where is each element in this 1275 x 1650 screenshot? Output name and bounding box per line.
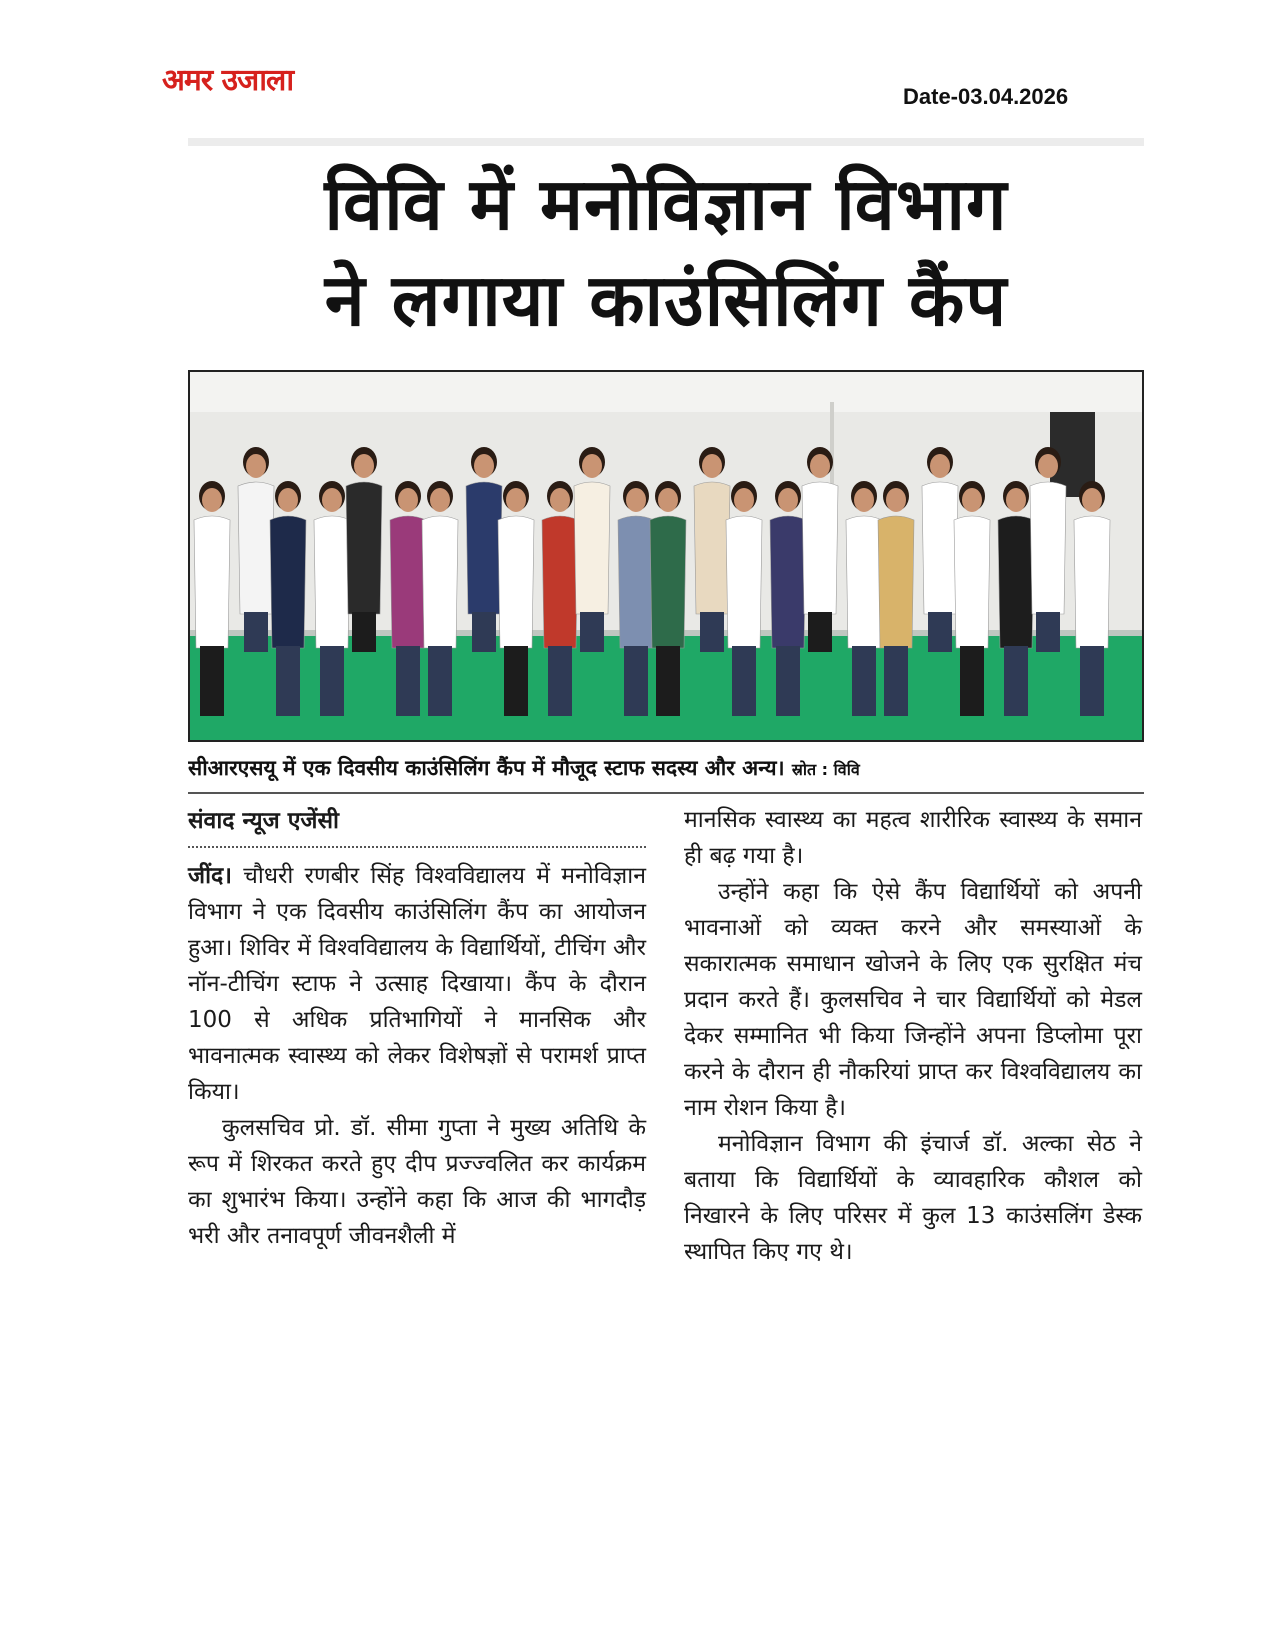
caption-source: स्रोत : विवि <box>791 760 860 779</box>
article-paragraph-1 <box>188 858 646 1110</box>
clipping-date: Date-03.04.2026 <box>903 84 1069 109</box>
article-column-right <box>684 802 1142 1270</box>
headline-line-2: ने लगाया काउंसिलिंग कैंप <box>324 258 1008 342</box>
caption-rule <box>188 792 1144 794</box>
group-photo <box>188 370 1144 742</box>
headline <box>188 156 1144 348</box>
news-clipping <box>188 138 1144 1368</box>
dateline: जींद। <box>188 863 232 889</box>
article-column-left <box>188 802 646 1254</box>
group-photo-illustration <box>190 372 1142 740</box>
article-paragraph-2-continued: मानसिक स्वास्थ्य का महत्व शारीरिक स्वास्थ्य के समान ही बढ़ गया है। <box>684 807 1142 869</box>
byline: संवाद न्यूज एजेंसी <box>188 802 646 848</box>
headline-line-1: विवि में मनोविज्ञान विभाग <box>324 162 1008 246</box>
paragraph-1-text: चौधरी रणबीर सिंह विश्वविद्यालय में मनोविज्ञान विभाग ने एक दिवसीय काउंसिलिंग कैंप का आयोजन हुआ। शिविर में विश्वविद्यालय के विद्यार्थियों, टीचिंग और नॉन-टीचिंग स्टाफ ने उत्साह दिखाया। कैंप के दौरान 100 से अधिक प्रतिभागियों ने मानसिक और भावनात्मक स्वास्थ्य को लेकर विशेषज्ञों से परामर्श प्राप्त किया। <box>188 863 646 1105</box>
article-paragraph-2: कुलसचिव प्रो. डॉ. सीमा गुप्ता ने मुख्य अतिथि के रूप में शिरकत करते हुए दीप प्रज्ज्वलित कर कार्यक्रम का शुभारंभ किया। उन्होंने कहा कि आज की भागदौड़ भरी और तनावपूर्ण जीवनशैली में <box>188 1115 646 1249</box>
caption-text: सीआरएसयू में एक दिवसीय काउंसिलिंग कैंप में मौजूद स्टाफ सदस्य और अन्य। <box>188 756 785 780</box>
article-paragraph-3: उन्होंने कहा कि ऐसे कैंप विद्यार्थियों को अपनी भावनाओं को व्यक्त करने और समस्याओं के सकारात्मक समाधान खोजने के लिए एक सुरक्षित मंच प्रदान करते हैं। कुलसचिव ने चार विद्यार्थियों को मेडल देकर सम्मानित भी किया जिन्होंने अपना डिप्लोमा पूरा करने के दौरान ही नौकरियां प्राप्त कर विश्वविद्यालय का नाम रोशन किया है। <box>684 879 1142 1121</box>
top-band <box>188 138 1144 146</box>
newspaper-masthead: अमर उजाला <box>162 63 294 98</box>
article-paragraph-4: मनोविज्ञान विभाग की इंचार्ज डॉ. अल्का सेठ ने बताया कि विद्यार्थियों के व्यावहारिक कौशल को निखारने के लिए परिसर में कुल 13 काउंसलिंग डेस्क स्थापित किए गए थे। <box>684 1131 1142 1265</box>
photo-caption <box>188 750 1144 786</box>
